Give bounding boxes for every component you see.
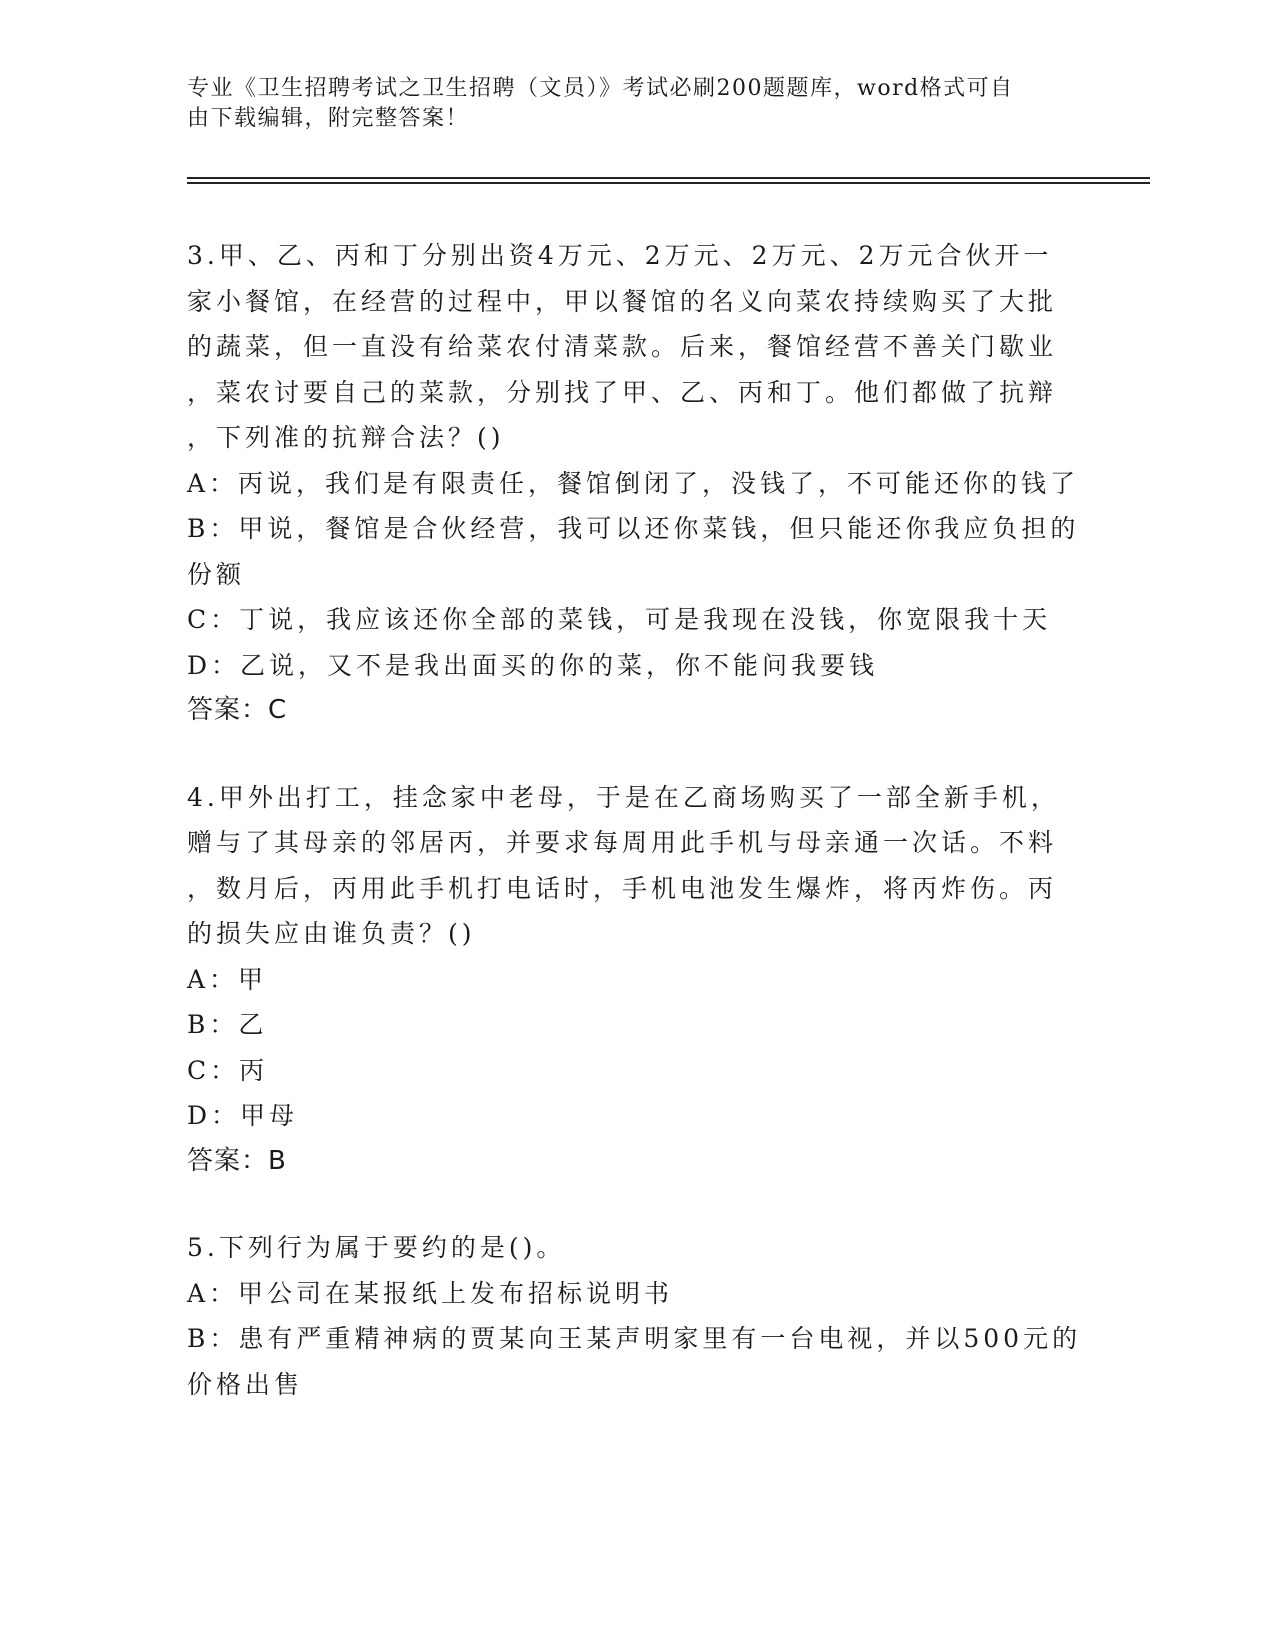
option-b: B：甲说，餐馆是合伙经营，我可以还你菜钱，但只能还你我应负担的 份额 — [187, 514, 1080, 589]
option-c: C：丙 — [187, 1055, 269, 1085]
question-stem: 3.甲、乙、丙和丁分别出资4万元、2万元、2万元、2万元合伙开一 家小餐馆，在经营的过程中，甲以餐馆的名义向菜农持续购买了大批 的蔬菜，但一直没有给菜农付清菜款。后来，餐馆经营不善关门歇业 ，菜农讨要自己的菜款，分别找了甲、乙、丙和丁。他们都做了抗辩 ，下列准的抗辩合法？() — [187, 241, 1058, 452]
option-c: C：丁说，我应该还你全部的菜钱，可是我现在没钱，你宽限我十天 — [187, 605, 1052, 634]
option-a: A：丙说，我们是有限责任，餐馆倒闭了，没钱了，不可能还你的钱了 — [187, 468, 1080, 498]
question-5 — [187, 1225, 1087, 1407]
answer-text: 答案：C — [187, 695, 288, 725]
header-divider-line — [187, 177, 1150, 179]
option-a: A：甲 — [187, 964, 268, 994]
question-4 — [187, 775, 1087, 1185]
answer-text: 答案：B — [187, 1145, 287, 1176]
question-stem: 4.甲外出打工，挂念家中老母，于是在乙商场购买了一部全新手机， 赠与了其母亲的邻居丙，并要求每周用此手机与母亲通一次话。不料 ，数月后，丙用此手机打电话时，手机电池发生爆炸，将丙炸伤。丙 的损失应由谁负责？() — [187, 782, 1060, 948]
option-b: B：患有严重精神病的贾某向王某声明家里有一台电视，并以500元的 价格出售 — [187, 1324, 1082, 1399]
document-header-title: 专业《卫生招聘考试之卫生招聘（文员）》考试必刷200题题库，word格式可自 由下载编辑，附完整答案！ — [187, 76, 1014, 131]
header-divider-line-second — [187, 182, 1150, 184]
question-stem: 5.下列行为属于要约的是()。 — [187, 1233, 566, 1262]
option-d: D：甲母 — [187, 1101, 299, 1130]
option-a: A：甲公司在某报纸上发布招标说明书 — [187, 1278, 674, 1308]
option-d: D：乙说，又不是我出面买的你的菜，你不能问我要钱 — [187, 650, 879, 680]
question-3 — [187, 233, 1087, 734]
question-list — [187, 233, 1087, 1448]
option-b: B：乙 — [187, 1010, 268, 1039]
